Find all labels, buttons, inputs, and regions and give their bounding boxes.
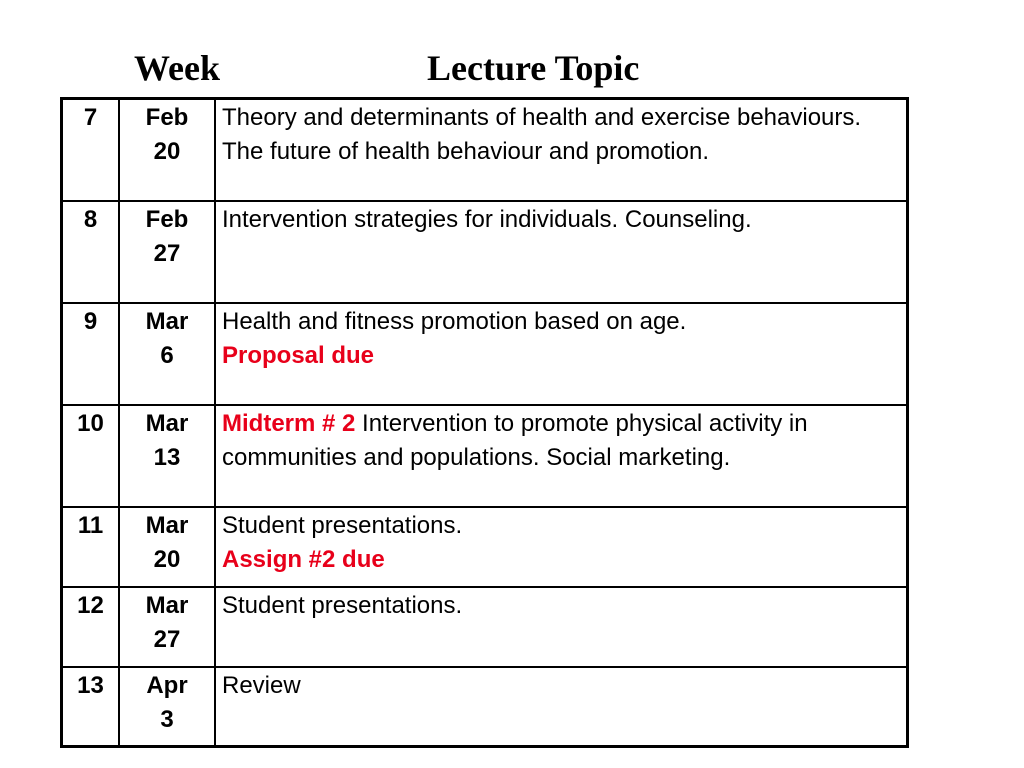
date-month: Mar — [145, 307, 189, 335]
date-day: 20 — [153, 545, 181, 573]
table-row — [62, 201, 908, 303]
table-row — [62, 405, 908, 507]
table-row — [62, 99, 908, 201]
topic-text: Intervention to promote physical activity in communities and populations. Social marketing. — [222, 409, 808, 471]
due-notice: Proposal due — [222, 341, 375, 369]
table-row — [62, 587, 908, 667]
lecture-date — [119, 405, 215, 507]
lecture-topic — [215, 587, 908, 667]
lecture-date — [119, 201, 215, 303]
week-number: 10 — [62, 405, 120, 507]
date-month: Mar — [145, 409, 189, 437]
week-column-heading: Week — [134, 48, 220, 88]
lecture-topic — [215, 405, 908, 507]
week-number: 8 — [62, 201, 120, 303]
topic-text: Student presentations. — [222, 591, 463, 619]
lecture-topic-column-heading: Lecture Topic — [427, 48, 640, 88]
lecture-date — [119, 667, 215, 747]
table-row — [62, 507, 908, 587]
week-number: 11 — [62, 507, 120, 587]
date-month: Mar — [145, 591, 189, 619]
lecture-date — [119, 507, 215, 587]
week-number: 7 — [62, 99, 120, 201]
lecture-topic — [215, 99, 908, 201]
topic-text: Health and fitness promotion based on age. — [222, 307, 687, 335]
lecture-topic — [215, 303, 908, 405]
topic-text: Review — [222, 671, 301, 699]
lecture-date — [119, 303, 215, 405]
lecture-topic — [215, 667, 908, 747]
date-month: Feb — [145, 104, 189, 131]
table-row — [62, 667, 908, 747]
date-day: 13 — [153, 443, 181, 471]
date-day: 27 — [153, 625, 181, 653]
date-day: 27 — [153, 239, 181, 267]
lecture-topic — [215, 507, 908, 587]
week-number: 9 — [62, 303, 120, 405]
date-month: Apr — [146, 671, 188, 699]
week-number: 12 — [62, 587, 120, 667]
table-row — [62, 303, 908, 405]
date-month: Feb — [145, 205, 189, 233]
lecture-date — [119, 587, 215, 667]
lecture-topic — [215, 201, 908, 303]
date-day: 20 — [153, 138, 181, 165]
due-notice: Assign #2 due — [222, 545, 385, 573]
date-month: Mar — [145, 511, 189, 539]
week-number: 13 — [62, 667, 120, 747]
topic-text: Student presentations. — [222, 511, 463, 539]
midterm-notice: Midterm # 2 — [222, 409, 356, 437]
date-day: 6 — [160, 341, 174, 369]
lecture-schedule-table — [60, 97, 909, 748]
topic-text: Intervention strategies for individuals. Counseling. — [222, 205, 752, 233]
topic-text: Theory and determinants of health and exercise behaviours. The future of health behaviour and promotion. — [222, 104, 862, 165]
lecture-date — [119, 99, 215, 201]
date-day: 3 — [160, 705, 174, 733]
